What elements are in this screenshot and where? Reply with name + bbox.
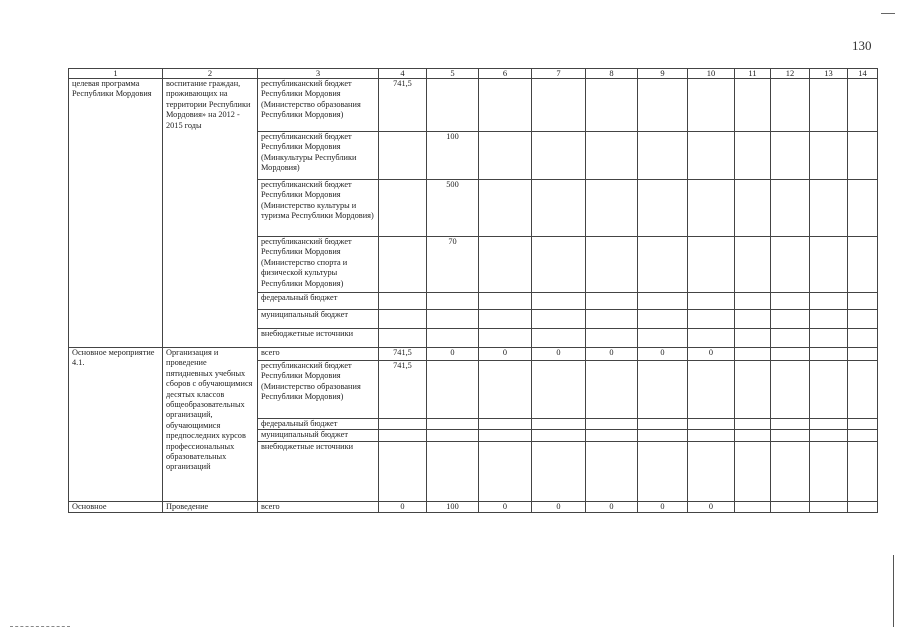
col-number: 3 (258, 69, 379, 79)
value-cell (427, 329, 479, 348)
table-row (69, 348, 878, 361)
value-cell (379, 237, 427, 293)
funding-source-cell: республиканский бюджет Республики Мордовия (Министерство культуры и туризма Республики Мордовия) (258, 180, 379, 237)
value-cell (427, 310, 479, 329)
col-number: 2 (163, 69, 258, 79)
program-name-cell: целевая программа Республики Мордовия (69, 79, 163, 348)
value-cell (379, 310, 427, 329)
measure-name-cell: Основное (69, 501, 163, 512)
value-cell: 0 (688, 348, 735, 361)
table-row (69, 501, 878, 512)
col-number: 9 (638, 69, 688, 79)
funding-source-cell: республиканский бюджет Республики Мордовия (Министерство спорта и физической культуры Республики Мордовия) (258, 237, 379, 293)
value-cell: 100 (427, 132, 479, 180)
scan-edge-line (893, 555, 894, 627)
col-number: 11 (735, 69, 771, 79)
value-cell (379, 180, 427, 237)
funding-source-cell: федеральный бюджет (258, 419, 379, 430)
funding-source-cell: всего (258, 348, 379, 361)
column-number-row (69, 69, 878, 79)
funding-source-cell: республиканский бюджет Республики Мордовия (Министерство образования Республики Мордовия) (258, 361, 379, 419)
value-cell: 0 (586, 501, 638, 512)
col-number: 10 (688, 69, 735, 79)
corner-mark (881, 13, 895, 14)
value-cell: 741,5 (379, 361, 427, 419)
col-number: 7 (532, 69, 586, 79)
col-number: 13 (810, 69, 848, 79)
scan-artifact (10, 626, 70, 627)
value-cell: 0 (427, 348, 479, 361)
col-number: 8 (586, 69, 638, 79)
col-number: 5 (427, 69, 479, 79)
value-cell: 0 (638, 501, 688, 512)
measure-description-cell: Проведение (163, 501, 258, 512)
value-cell: 741,5 (379, 79, 427, 132)
value-cell: 0 (479, 348, 532, 361)
value-cell: 0 (532, 348, 586, 361)
funding-source-cell: внебюджетные источники (258, 441, 379, 501)
value-cell: 0 (532, 501, 586, 512)
value-cell (379, 293, 427, 310)
value-cell (379, 430, 427, 441)
col-number: 6 (479, 69, 532, 79)
value-cell: 0 (638, 348, 688, 361)
funding-source-cell: всего (258, 501, 379, 512)
page-number: 130 (852, 38, 872, 53)
col-number: 1 (69, 69, 163, 79)
value-cell: 100 (427, 501, 479, 512)
value-cell (427, 79, 479, 132)
value-cell (379, 329, 427, 348)
value-cell (379, 441, 427, 501)
measure-name-cell: Основное мероприятие 4.1. (69, 348, 163, 502)
value-cell: 741,5 (379, 348, 427, 361)
col-number: 14 (848, 69, 878, 79)
value-cell: 0 (379, 501, 427, 512)
col-number: 12 (771, 69, 810, 79)
value-cell: 500 (427, 180, 479, 237)
funding-source-cell: муниципальный бюджет (258, 310, 379, 329)
program-description-cell: воспитание граждан, проживающих на территории Республики Мордовия» на 2012 - 2015 годы (163, 79, 258, 348)
table-row (69, 79, 878, 132)
value-cell (379, 419, 427, 430)
funding-source-cell: республиканский бюджет Республики Мордовия (Минкультуры Республики Мордовия) (258, 132, 379, 180)
funding-source-cell: внебюджетные источники (258, 329, 379, 348)
value-cell: 70 (427, 237, 479, 293)
measure-description-cell: Организация и проведение пятидневных учебных сборов с обучающимися десятых классов общеобразовательных организаций, обучающимися предпоследних курсов профессиональных образовательных организаций (163, 348, 258, 502)
funding-source-cell: федеральный бюджет (258, 293, 379, 310)
value-cell: 0 (688, 501, 735, 512)
value-cell (379, 132, 427, 180)
value-cell: 0 (479, 501, 532, 512)
col-number: 4 (379, 69, 427, 79)
value-cell (427, 293, 479, 310)
funding-source-cell: муниципальный бюджет (258, 430, 379, 441)
funding-source-cell: республиканский бюджет Республики Мордовия (Министерство образования Республики Мордовия) (258, 79, 379, 132)
budget-table (68, 68, 878, 513)
value-cell: 0 (586, 348, 638, 361)
